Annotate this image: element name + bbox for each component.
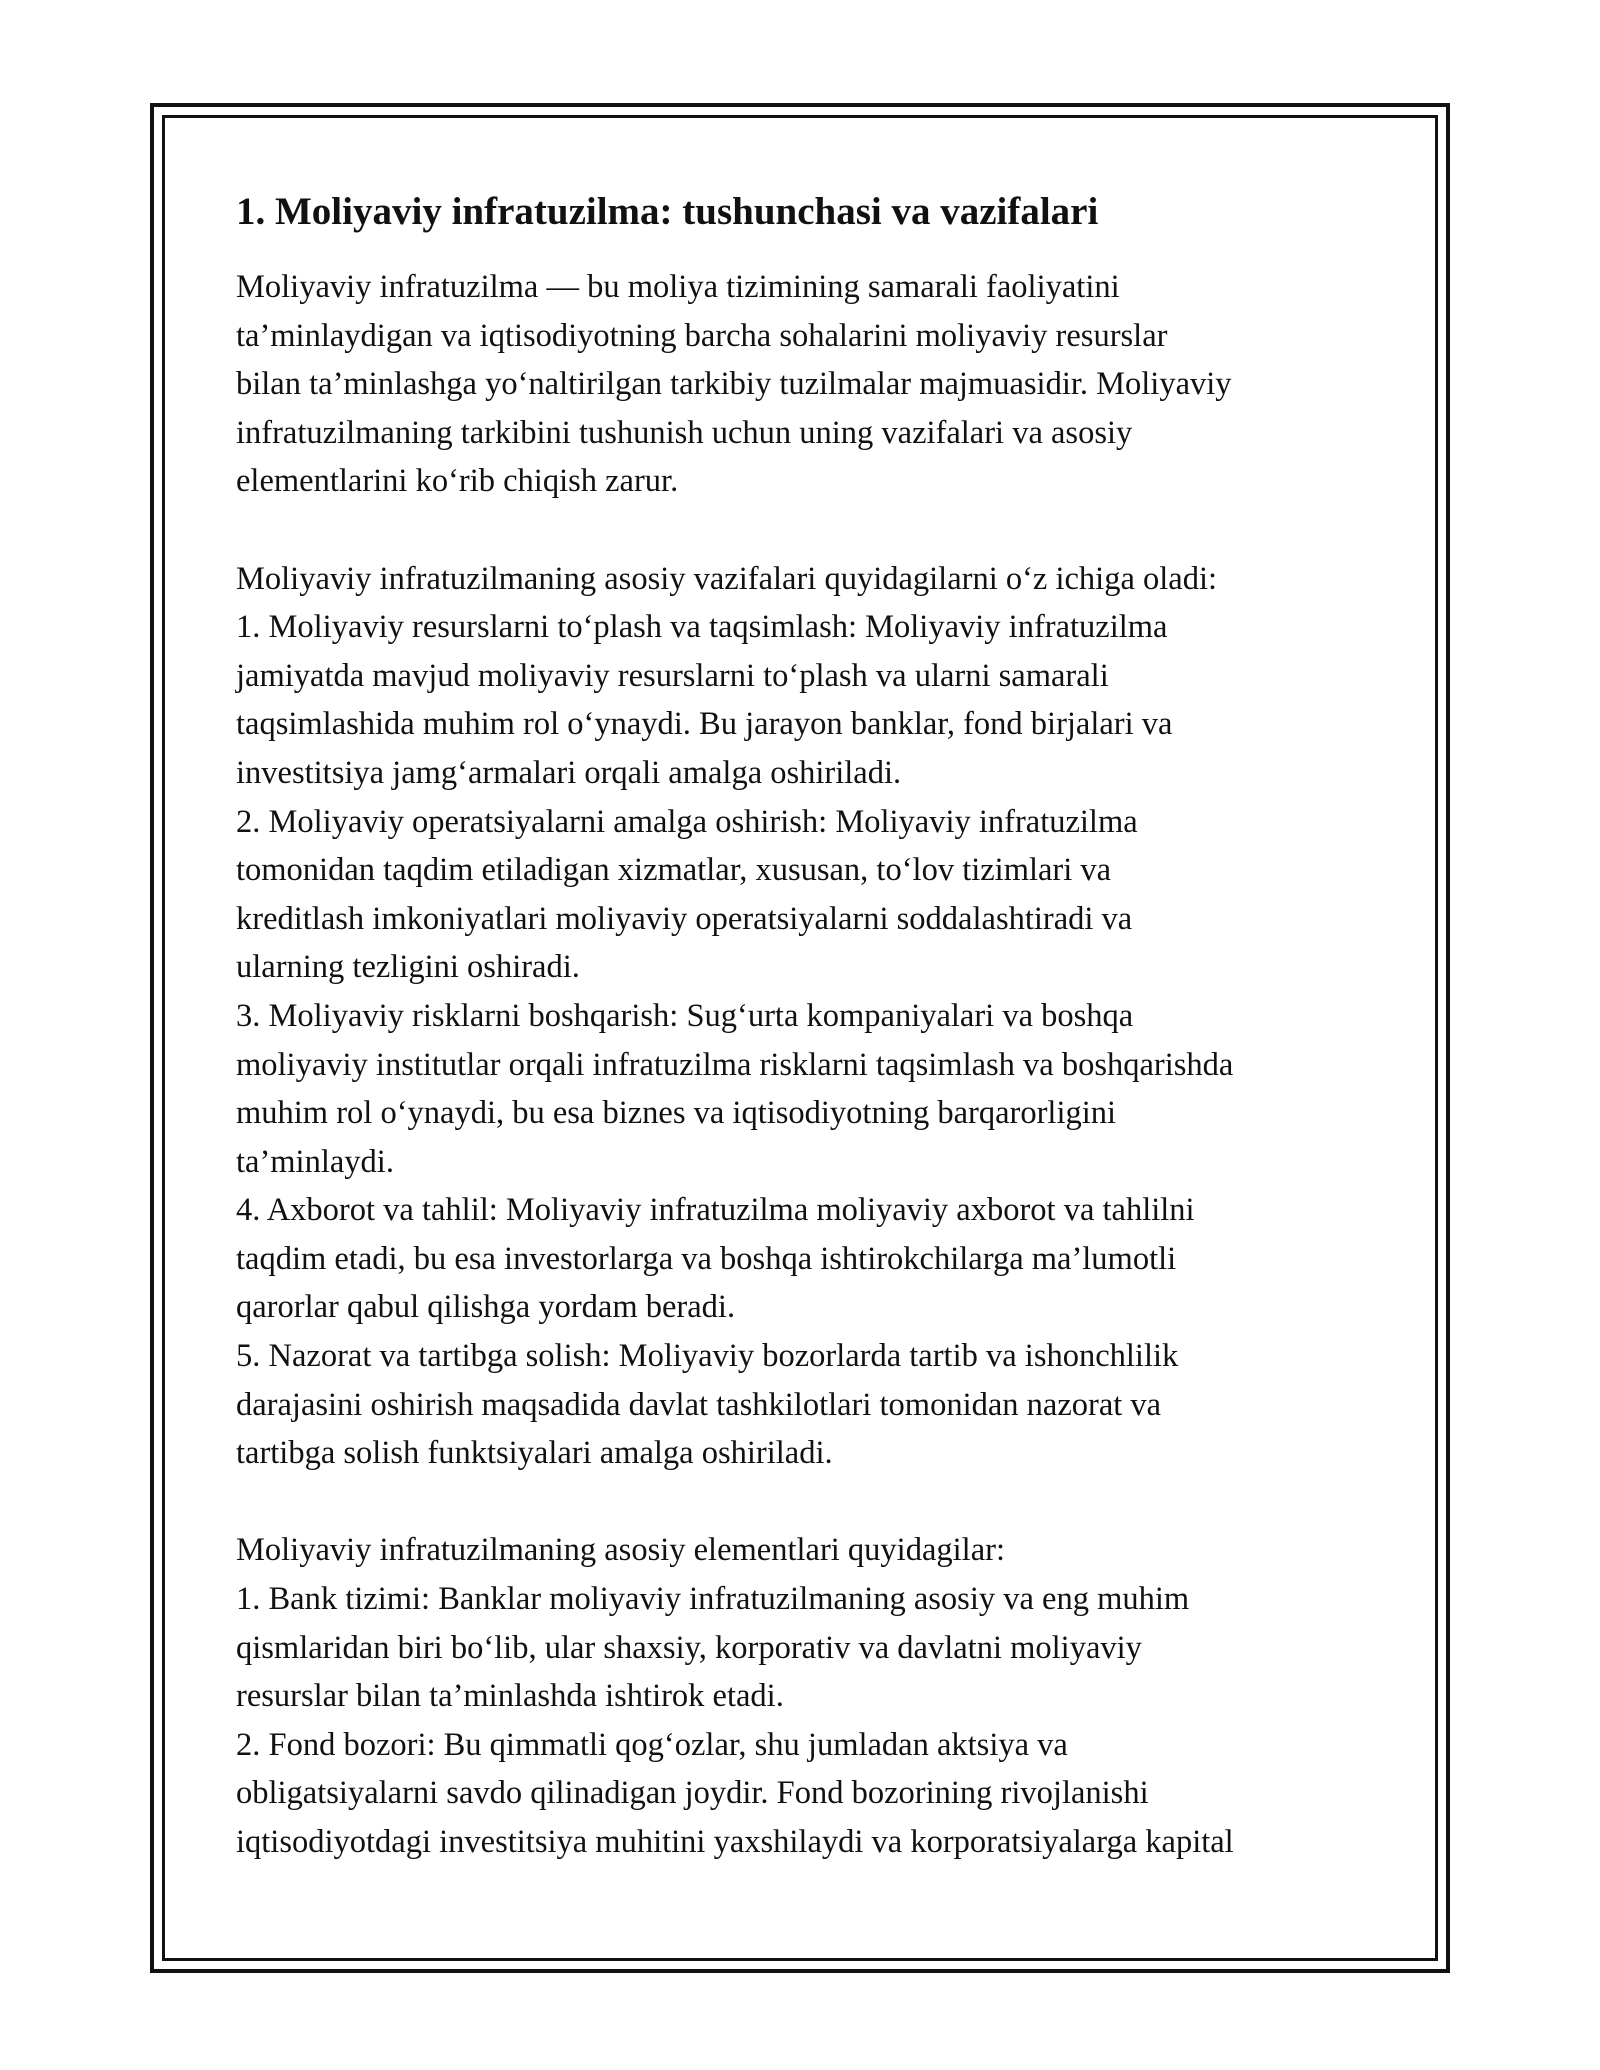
text-line: Moliyaviy infratuzilmaning asosiy vazifalari quyidagilarni o‘z ichiga oladi: <box>236 560 1218 597</box>
text-line: kreditlash imkoniyatlari moliyaviy operatsiyalarni soddalashtiradi va <box>236 900 1133 937</box>
text-line: obligatsiyalarni savdo qilinadigan joydir. Fond bozorining rivojlanishi <box>236 1775 1149 1812</box>
text-line: taqsimlashida muhim rol o‘ynaydi. Bu jarayon banklar, fond birjalari va <box>236 706 1173 743</box>
text-line: 1. Bank tizimi: Banklar moliyaviy infratuzilmaning asosiy va eng muhim <box>236 1581 1190 1618</box>
text-line: jamiyatda mavjud moliyaviy resurslarni to‘plash va ularni samarali <box>236 657 1109 694</box>
section-heading: 1. Moliyaviy infratuzilma: tushunchasi va vazifalari <box>236 190 1099 233</box>
text-line: taqdim etadi, bu esa investorlarga va boshqa ishtirokchilarga ma’lumotli <box>236 1240 1177 1277</box>
blank-line <box>236 506 1386 555</box>
text-line: qarorlar qabul qilishga yordam beradi. <box>236 1289 736 1326</box>
text-line: Moliyaviy infratuzilma — bu moliya tizimining samarali faoliyatini <box>236 269 1120 305</box>
text-line: infratuzilmaning tarkibini tushunish uchun uning vazifalari va asosiy <box>236 414 1133 451</box>
text-line: 1. Moliyaviy resurslarni to‘plash va taqsimlash: Moliyaviy infratuzilma <box>236 609 1168 646</box>
text-line: muhim rol o‘ynaydi, bu esa biznes va iqtisodiyotning barqarorligini <box>236 1095 1117 1132</box>
text-line: ta’minlaydigan va iqtisodiyotning barcha sohalarini moliyaviy resurslar <box>236 317 1168 354</box>
text-line: iqtisodiyotdagi investitsiya muhitini yaxshilaydi va korporatsiyalarga kapital <box>236 1824 1234 1860</box>
text-line: 2. Fond bozori: Bu qimmatli qog‘ozlar, shu jumladan aktsiya va <box>236 1726 1068 1763</box>
text-line: tomonidan taqdim etiladigan xizmatlar, xususan, to‘lov tizimlari va <box>236 852 1112 889</box>
text-line: elementlarini ko‘rib chiqish zarur. <box>236 463 679 500</box>
text-line: ularning tezligini oshiradi. <box>236 949 580 986</box>
blank-line <box>236 1478 1386 1527</box>
text-line: 5. Nazorat va tartibga solish: Moliyaviy bozorlarda tartib va ishonchlilik <box>236 1338 1179 1375</box>
document-body <box>236 188 1386 1867</box>
text-line: investitsiya jamg‘armalari orqali amalga oshiriladi. <box>236 754 902 791</box>
text-line: moliyaviy institutlar orqali infratuzilma risklarni taqsimlash va boshqarishda <box>236 1046 1234 1083</box>
text-line: 2. Moliyaviy operatsiyalarni amalga oshirish: Moliyaviy infratuzilma <box>236 803 1138 840</box>
text-line: resurslar bilan ta’minlashda ishtirok etadi. <box>236 1678 784 1715</box>
text-line: bilan ta’minlashga yo‘naltirilgan tarkibiy tuzilmalar majmuasidir. Moliyaviy <box>236 366 1232 403</box>
paragraph-lines <box>236 263 1386 1867</box>
text-line: darajasini oshirish maqsadida davlat tashkilotlari tomonidan nazorat va <box>236 1386 1162 1423</box>
text-line: qismlaridan biri bo‘lib, ular shaxsiy, korporativ va davlatni moliyaviy <box>236 1629 1142 1666</box>
text-line: tartibga solish funktsiyalari amalga oshiriladi. <box>236 1435 833 1472</box>
text-line: 4. Axborot va tahlil: Moliyaviy infratuzilma moliyaviy axborot va tahlilni <box>236 1192 1195 1229</box>
text-line: 3. Moliyaviy risklarni boshqarish: Sug‘urta kompaniyalari va boshqa <box>236 997 1134 1034</box>
text-line: ta’minlaydi. <box>236 1143 394 1180</box>
text-line: Moliyaviy infratuzilmaning asosiy elementlari quyidagilar: <box>236 1532 1005 1569</box>
